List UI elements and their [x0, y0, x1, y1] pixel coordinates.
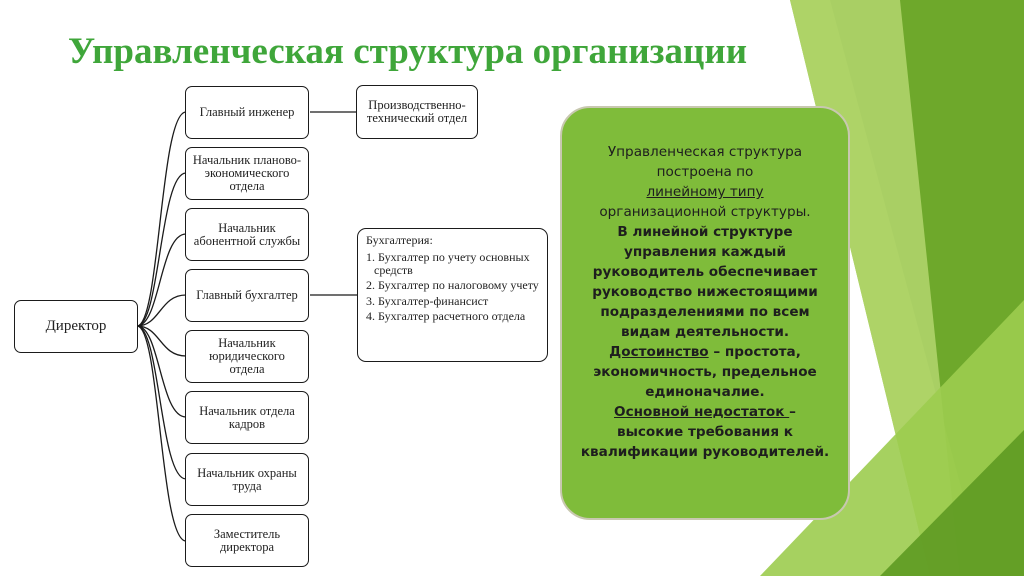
- unit-label: Начальник абонентной службы: [193, 220, 301, 248]
- unit-subscriber-service: [185, 208, 309, 261]
- unit-label: Начальник отдела кадров: [199, 403, 295, 431]
- slide-title: Управленческая структура организации: [68, 31, 748, 72]
- unit-label: Начальник юридического отдела: [209, 336, 285, 376]
- unit-chief-accountant: [185, 269, 309, 322]
- advantage-text: – простота, экономичность, предельное единоначалие.: [593, 344, 817, 400]
- unit-label: Заместитель директора: [213, 526, 281, 554]
- unit-label: Главный инженер: [199, 105, 295, 119]
- connector-line: [137, 234, 186, 326]
- description-panel: [560, 106, 850, 520]
- panel-description: В линейной структуре управления каждый руководитель обеспечивает руководство нижестоящими подразделениями по всем видам деятельности.: [592, 224, 818, 340]
- unit-hr: [185, 391, 309, 444]
- unit-planning-economic: [185, 147, 309, 200]
- accounting-box: [357, 228, 548, 362]
- disadvantage-text: высокие требования к квалификации руководителей.: [580, 424, 830, 460]
- accounting-item: 3. Бухгалтер-финансист: [366, 293, 489, 308]
- unit-legal: [185, 330, 309, 383]
- panel-type-rest: организационной структуры.: [599, 204, 811, 220]
- unit-deputy-director: [185, 514, 309, 567]
- accounting-item: 1. Бухгалтер по учету основных средств: [366, 250, 530, 277]
- panel-advantage: [580, 342, 830, 402]
- accounting-item: 4. Бухгалтер расчетного отдела: [366, 309, 526, 324]
- unit-label: Начальник охраны труда: [197, 465, 297, 493]
- linear-type-link: линейному типу: [646, 184, 764, 200]
- connector-line: [137, 326, 186, 541]
- disadvantage-dash: –: [789, 404, 796, 420]
- unit-chief-engineer: [185, 86, 309, 139]
- connector-line: [137, 326, 186, 417]
- unit-label: Главный бухгалтер: [196, 288, 298, 302]
- connector-line: [137, 173, 186, 326]
- director-box: [14, 300, 138, 353]
- accounting-title: Бухгалтерия:: [366, 233, 433, 247]
- unit-labor-safety: [185, 453, 309, 506]
- director-label: Директор: [45, 318, 107, 334]
- advantage-label: Достоинство: [609, 344, 709, 360]
- connector-line: [137, 112, 186, 326]
- subunit-label: Производственно-технический отдел: [366, 98, 468, 125]
- disadvantage-label: Основной недостаток: [614, 404, 790, 420]
- connector-line: [137, 326, 186, 479]
- panel-intro: Управленческая структура построена по: [607, 144, 803, 180]
- unit-label: Начальник планово-экономического отдела: [192, 153, 302, 193]
- panel-disadvantage: [580, 402, 830, 422]
- accounting-item: 2. Бухгалтер по налоговому учету: [366, 278, 539, 293]
- subunit-production-technical: [356, 85, 478, 139]
